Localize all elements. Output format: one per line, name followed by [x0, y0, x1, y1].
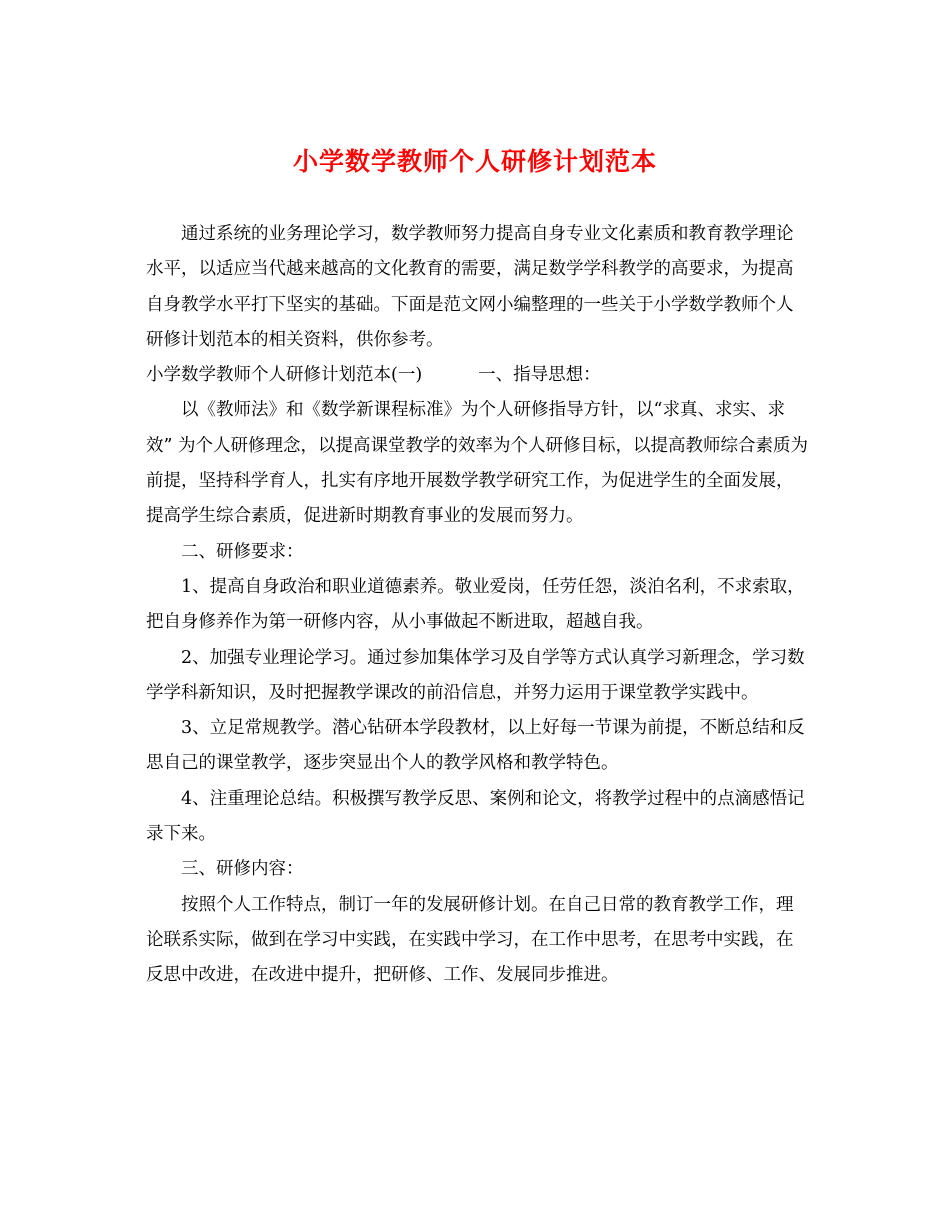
requirement-item-4: 4、注重理论总结。积极撰写教学反思、案例和论文，将教学过程中的点滴感悟记录下来。	[146, 788, 805, 845]
requirement-item-1: 1、提高自身政治和职业道德素养。敬业爱岗，任劳任怨，淡泊名利，不求索取，把自身修养作为第一研修内容，从小事做起不断进取，超越自我。	[146, 576, 805, 633]
subheading-label: 小学数学教师个人研修计划范本(一)	[146, 365, 423, 386]
guiding-paragraph: 以《教师法》和《数学新课程标准》为个人研修指导方针，以“求真、求实、求效” 为个人研修理念，以提高课堂教学的效率为个人研修目标，以提高教师综合素质为前提，坚持科学育人，扎实有序地开展数学教学研究工作，为促进学生的全面发展，提高学生综合素质，促进新时期教育事业的发展而努力。	[146, 400, 809, 527]
intro-paragraph: 通过系统的业务理论学习，数学教师努力提高自身专业文化素质和教育教学理论水平，以适应当代越来越高的文化教育的需要，满足数学学科教学的高要求，为提高自身教学水平打下坚实的基础。下面是范文网小编整理的一些关于小学数学教师个人研修计划范本的相关资料，供你参考。	[146, 224, 794, 350]
section-heading-content: 三、研修内容：	[181, 859, 304, 880]
requirement-item-3: 3、立足常规教学。潜心钻研本学段教材，以上好每一节课为前提，不断总结和反思自己的课堂教学，逐步突显出个人的教学风格和教学特色。	[146, 718, 805, 774]
requirement-item-2: 2、加强专业理论学习。通过参加集体学习及自学等方式认真学习新理念，学习数学学科新知识，及时把握教学课改的前沿信息，并努力运用于课堂教学实践中。	[146, 647, 805, 703]
document-body	[146, 217, 808, 994]
section-heading-requirements: 二、研修要求：	[181, 541, 304, 562]
document-title: 小学数学教师个人研修计划范本	[292, 147, 657, 176]
subheading-line	[146, 358, 808, 393]
section-heading-guiding: 一、指导思想：	[478, 365, 601, 386]
content-paragraph: 按照个人工作特点，制订一年的发展研修计划。在自己日常的教育教学工作，理论联系实际，做到在学习中实践，在实践中学习，在工作中思考，在思考中实践，在反思中改进，在改进中提升，把研修、工作、发展同步推进。	[146, 894, 794, 986]
